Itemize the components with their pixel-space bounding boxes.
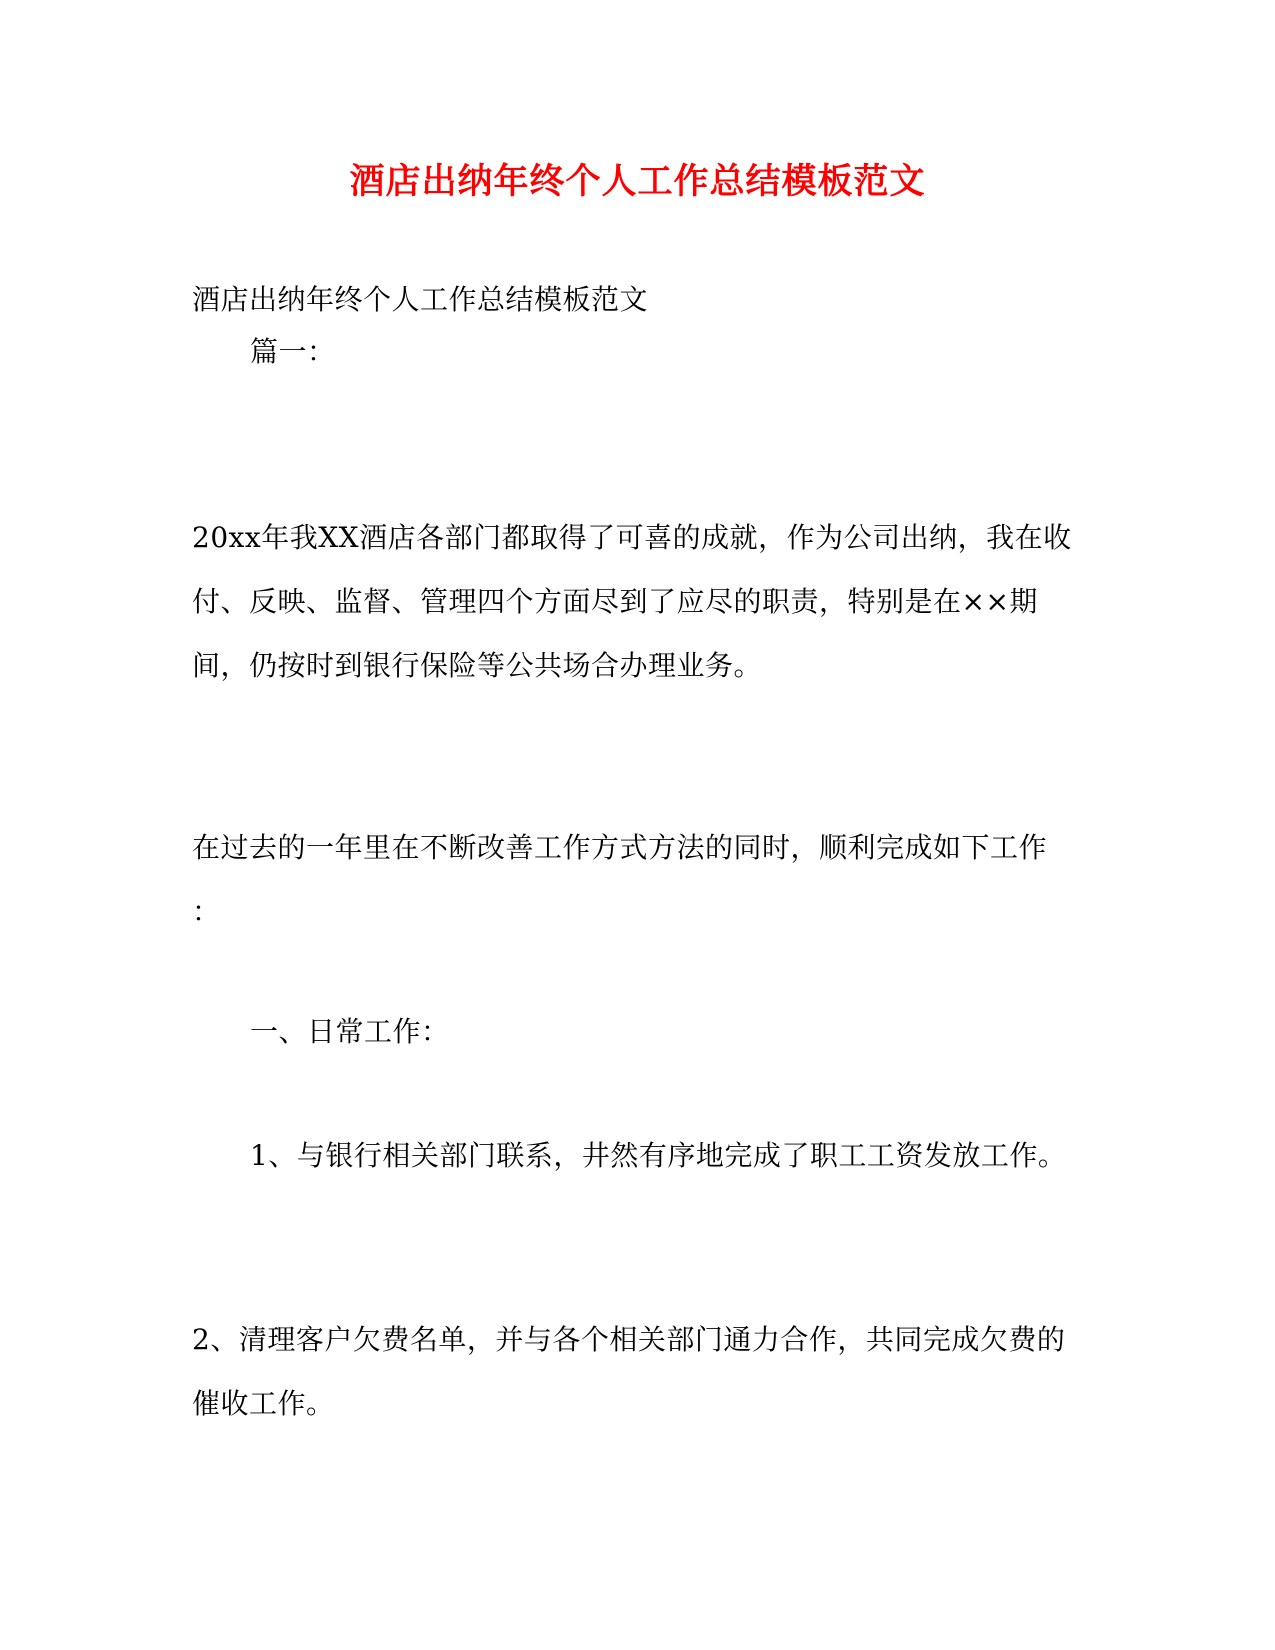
list-item	[192, 1308, 1092, 1436]
list-item-text: 催收工作。	[192, 1387, 335, 1420]
section-label-text: 篇一：	[250, 335, 336, 368]
list-item	[250, 1124, 1150, 1188]
paragraph-line: 20xx年我XX酒店各部门都取得了可喜的成就，作为公司出纳，我在收	[192, 521, 1072, 554]
list-item-text: 1、与银行相关部门联系，井然有序地完成了职工工资发放工作。	[250, 1139, 1067, 1172]
paragraph-line: ：	[192, 895, 221, 928]
paragraph-line: 间，仍按时到银行保险等公共场合办理业务。	[192, 649, 763, 682]
section-label	[250, 320, 1150, 384]
list-item-text: 2、清理客户欠费名单，并与各个相关部门通力合作，共同完成欠费的	[192, 1323, 1066, 1356]
paragraph-line: 在过去的一年里在不断改善工作方式方法的同时，顺利完成如下工作	[192, 831, 1048, 864]
subtitle-line: 酒店出纳年终个人工作总结模板范文	[192, 283, 649, 316]
heading-daily-work	[250, 1000, 1150, 1064]
heading-text: 一、日常工作：	[250, 1015, 450, 1048]
document-title: 酒店出纳年终个人工作总结模板范文	[349, 161, 926, 202]
paragraph-2	[192, 816, 1092, 944]
paragraph-1	[192, 506, 1092, 698]
paragraph-line: 付、反映、监督、管理四个方面尽到了应尽的职责，特别是在××期	[192, 585, 1038, 618]
